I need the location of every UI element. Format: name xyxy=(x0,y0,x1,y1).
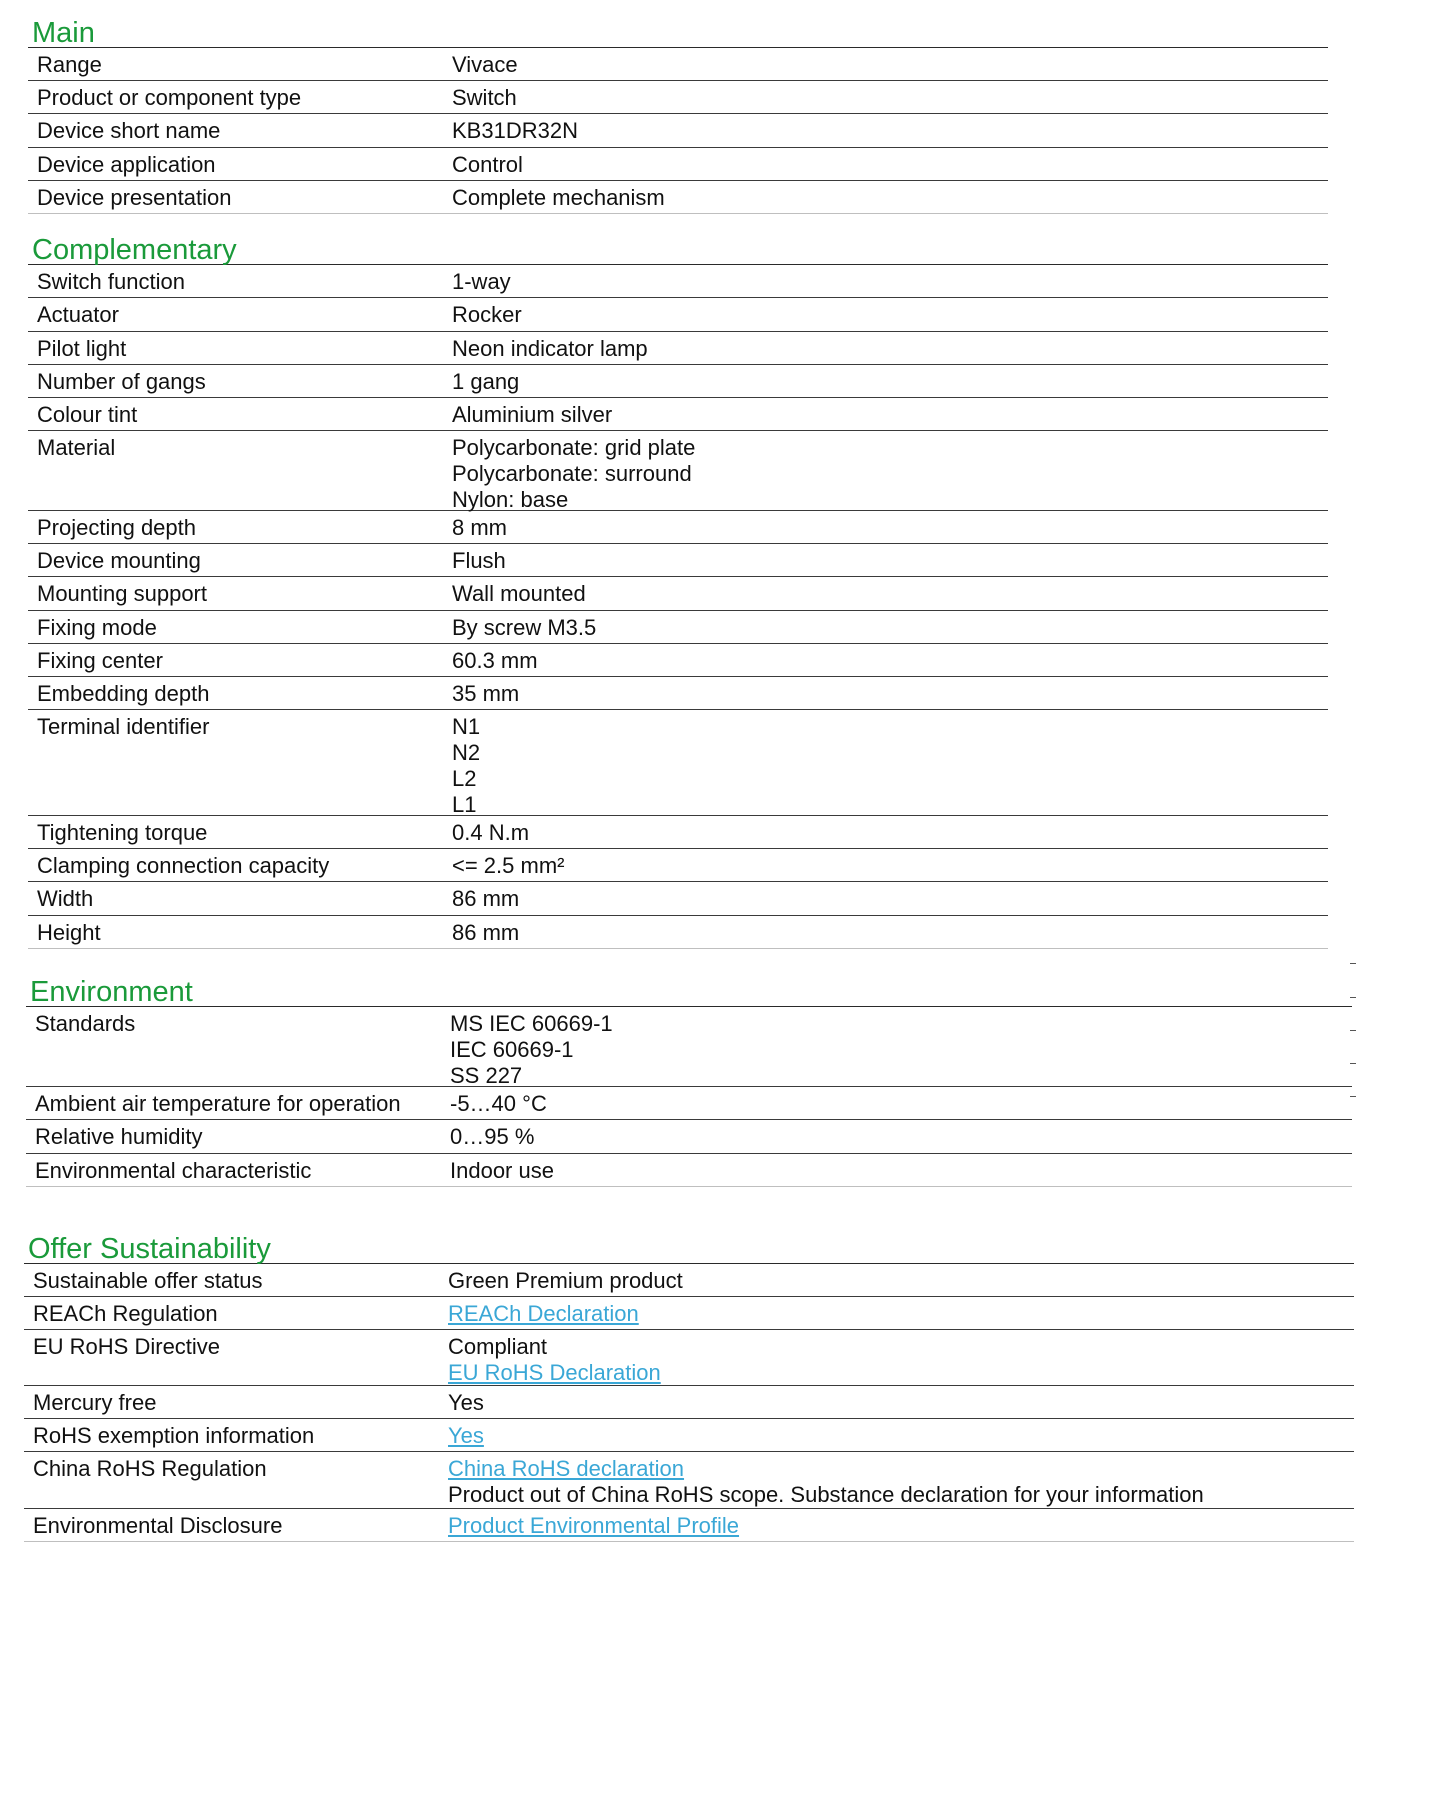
spec-value xyxy=(452,398,1328,430)
spec-label: Device mounting xyxy=(37,548,201,573)
spec-row-device-mounting xyxy=(28,544,1328,577)
spec-value xyxy=(452,431,1328,510)
spec-label: Number of gangs xyxy=(37,369,206,394)
spec-row-reach-regulation xyxy=(24,1297,1354,1330)
spec-value xyxy=(452,511,1328,543)
spec-value xyxy=(448,1452,1354,1508)
spec-value-line: 0.4 N.m xyxy=(452,820,530,845)
spec-row-height xyxy=(28,916,1328,949)
spec-value xyxy=(450,1154,1352,1186)
spec-value xyxy=(448,1264,1354,1296)
spec-row-fixing-center xyxy=(28,644,1328,677)
edge-tick xyxy=(1350,1063,1356,1064)
spec-row-environmental-disclosure xyxy=(24,1509,1354,1542)
spec-value xyxy=(450,1007,1352,1086)
spec-label: Range xyxy=(37,52,102,77)
section-main xyxy=(28,17,1328,214)
edge-tick xyxy=(1350,997,1356,998)
spec-value xyxy=(452,577,1328,610)
spec-label: Mercury free xyxy=(33,1390,157,1415)
spec-value xyxy=(452,816,1328,848)
spec-label: Actuator xyxy=(37,302,119,327)
spec-label: EU RoHS Directive xyxy=(33,1334,221,1359)
spec-value xyxy=(452,332,1328,364)
spec-value-line: 86 mm xyxy=(452,920,520,945)
spec-value-line: Vivace xyxy=(452,52,518,77)
spec-value xyxy=(452,644,1328,676)
section-complementary xyxy=(28,234,1328,949)
spec-value xyxy=(450,1087,1352,1119)
spec-label: Tightening torque xyxy=(37,820,208,845)
section-title: Complementary xyxy=(28,234,1328,265)
spec-row-relative-humidity xyxy=(26,1120,1352,1154)
spec-row-ambient-air-temperature-for-operation xyxy=(26,1087,1352,1120)
spec-value-line: <= 2.5 mm² xyxy=(452,853,565,878)
spec-value xyxy=(452,849,1328,881)
spec-value-line: Switch xyxy=(452,85,517,110)
spec-label: Sustainable offer status xyxy=(33,1268,263,1293)
spec-row-eu-rohs-directive xyxy=(24,1330,1354,1386)
spec-row-fixing-mode xyxy=(28,611,1328,644)
spec-value xyxy=(452,181,1328,213)
section-title: Main xyxy=(28,17,1328,48)
spec-value xyxy=(448,1509,1354,1541)
spec-row-sustainable-offer-status xyxy=(24,1264,1354,1297)
section-title: Environment xyxy=(26,976,1352,1007)
spec-row-actuator xyxy=(28,298,1328,332)
spec-label: Device short name xyxy=(37,118,221,143)
spec-row-projecting-depth xyxy=(28,511,1328,544)
spec-value-line: Wall mounted xyxy=(452,581,586,606)
edge-tick xyxy=(1350,1096,1356,1097)
spec-value xyxy=(448,1386,1354,1418)
spec-value-line: 1 gang xyxy=(452,369,520,394)
spec-value-line: MS IEC 60669-1 xyxy=(450,1011,613,1036)
spec-row-pilot-light xyxy=(28,332,1328,365)
spec-label: RoHS exemption information xyxy=(33,1423,315,1448)
spec-value-line: KB31DR32N xyxy=(452,118,578,143)
spec-label: Material xyxy=(37,435,116,460)
spec-label: Fixing mode xyxy=(37,615,157,640)
spec-row-rohs-exemption-information xyxy=(24,1419,1354,1452)
spec-label: Product or component type xyxy=(37,85,302,110)
spec-value xyxy=(452,916,1328,948)
spec-value xyxy=(448,1419,1354,1451)
spec-value-line: Indoor use xyxy=(450,1158,554,1183)
spec-label: Height xyxy=(37,920,101,945)
spec-label: Device presentation xyxy=(37,185,232,210)
spec-value-link[interactable]: Product Environmental Profile xyxy=(448,1513,740,1538)
section-environment xyxy=(26,976,1352,1187)
spec-value xyxy=(452,611,1328,643)
spec-value xyxy=(452,544,1328,576)
spec-value-line: Flush xyxy=(452,548,506,573)
spec-value-line: SS 227 xyxy=(450,1063,523,1088)
spec-value-line: Green Premium product xyxy=(448,1268,683,1293)
spec-value-line: -5…40 °C xyxy=(450,1091,547,1116)
spec-value-line: IEC 60669-1 xyxy=(450,1037,574,1062)
spec-value-line: 86 mm xyxy=(452,886,520,911)
spec-label: Projecting depth xyxy=(37,515,196,540)
spec-value-line: Complete mechanism xyxy=(452,185,665,210)
spec-row-colour-tint xyxy=(28,398,1328,431)
spec-label: Pilot light xyxy=(37,336,127,361)
spec-value xyxy=(452,298,1328,331)
spec-row-width xyxy=(28,882,1328,916)
spec-label: Relative humidity xyxy=(35,1124,203,1149)
spec-label: Width xyxy=(37,886,94,911)
spec-value xyxy=(452,114,1328,147)
spec-label: Standards xyxy=(35,1011,136,1036)
edge-tick xyxy=(1350,1030,1356,1031)
spec-row-environmental-characteristic xyxy=(26,1154,1352,1187)
spec-value-link[interactable]: REACh Declaration xyxy=(448,1301,639,1326)
spec-value-line: L1 xyxy=(452,792,477,817)
spec-value-line: 8 mm xyxy=(452,515,507,540)
spec-label: Device application xyxy=(37,152,216,177)
spec-value xyxy=(452,81,1328,113)
spec-value-line: Polycarbonate: surround xyxy=(452,461,692,486)
spec-value xyxy=(452,882,1328,915)
spec-value-line: Yes xyxy=(448,1390,484,1415)
spec-value-line: Neon indicator lamp xyxy=(452,336,648,361)
spec-label: Environmental Disclosure xyxy=(33,1513,283,1538)
spec-row-device-short-name xyxy=(28,114,1328,148)
spec-value-link[interactable]: Yes xyxy=(448,1423,484,1448)
spec-value-link[interactable]: China RoHS declaration xyxy=(448,1456,685,1481)
spec-label: Switch function xyxy=(37,269,185,294)
spec-label: Terminal identifier xyxy=(37,714,210,739)
spec-value xyxy=(448,1297,1354,1329)
spec-row-clamping-connection-capacity xyxy=(28,849,1328,882)
spec-row-range xyxy=(28,48,1328,81)
spec-value-line: Control xyxy=(452,152,523,177)
spec-value xyxy=(452,365,1328,397)
section-offer-sustainability xyxy=(24,1233,1354,1542)
spec-row-tightening-torque xyxy=(28,816,1328,849)
spec-row-mounting-support xyxy=(28,577,1328,611)
spec-label: Fixing center xyxy=(37,648,163,673)
spec-label: Ambient air temperature for operation xyxy=(35,1091,401,1116)
spec-value xyxy=(452,710,1328,815)
spec-label: Clamping connection capacity xyxy=(37,853,330,878)
spec-row-device-application xyxy=(28,148,1328,181)
spec-row-terminal-identifier xyxy=(28,710,1328,816)
spec-label: Environmental characteristic xyxy=(35,1158,312,1183)
spec-label: Colour tint xyxy=(37,402,138,427)
spec-value-line: Rocker xyxy=(452,302,522,327)
spec-value-line: 0…95 % xyxy=(450,1124,535,1149)
spec-value xyxy=(450,1120,1352,1153)
edge-tick xyxy=(1350,963,1356,964)
spec-value xyxy=(452,48,1328,80)
spec-value-line: 35 mm xyxy=(452,681,520,706)
spec-label: Mounting support xyxy=(37,581,207,606)
spec-row-embedding-depth xyxy=(28,677,1328,710)
spec-row-standards xyxy=(26,1007,1352,1087)
spec-row-mercury-free xyxy=(24,1386,1354,1419)
spec-value xyxy=(452,265,1328,297)
spec-value-line: Polycarbonate: grid plate xyxy=(452,435,696,460)
spec-value-line: N1 xyxy=(452,714,481,739)
spec-row-material xyxy=(28,431,1328,511)
spec-value-line: 60.3 mm xyxy=(452,648,538,673)
spec-value-line: Product out of China RoHS scope. Substance declaration for your information xyxy=(448,1482,1204,1507)
spec-value-line: Compliant xyxy=(448,1334,548,1359)
spec-row-number-of-gangs xyxy=(28,365,1328,398)
spec-row-switch-function xyxy=(28,265,1328,298)
spec-row-device-presentation xyxy=(28,181,1328,214)
spec-label: Embedding depth xyxy=(37,681,210,706)
spec-value-line: Nylon: base xyxy=(452,487,569,512)
spec-value-line: By screw M3.5 xyxy=(452,615,597,640)
spec-row-china-rohs-regulation xyxy=(24,1452,1354,1509)
spec-value-line: 1-way xyxy=(452,269,511,294)
spec-value-line: Aluminium silver xyxy=(452,402,613,427)
spec-label: China RoHS Regulation xyxy=(33,1456,267,1481)
spec-value-link[interactable]: EU RoHS Declaration xyxy=(448,1360,661,1385)
spec-row-product-or-component-type xyxy=(28,81,1328,114)
spec-value xyxy=(452,677,1328,709)
spec-value xyxy=(452,148,1328,180)
section-title: Offer Sustainability xyxy=(24,1233,1354,1264)
spec-value-line: N2 xyxy=(452,740,481,765)
spec-value-line: L2 xyxy=(452,766,477,791)
spec-value xyxy=(448,1330,1354,1385)
spec-label: REACh Regulation xyxy=(33,1301,218,1326)
